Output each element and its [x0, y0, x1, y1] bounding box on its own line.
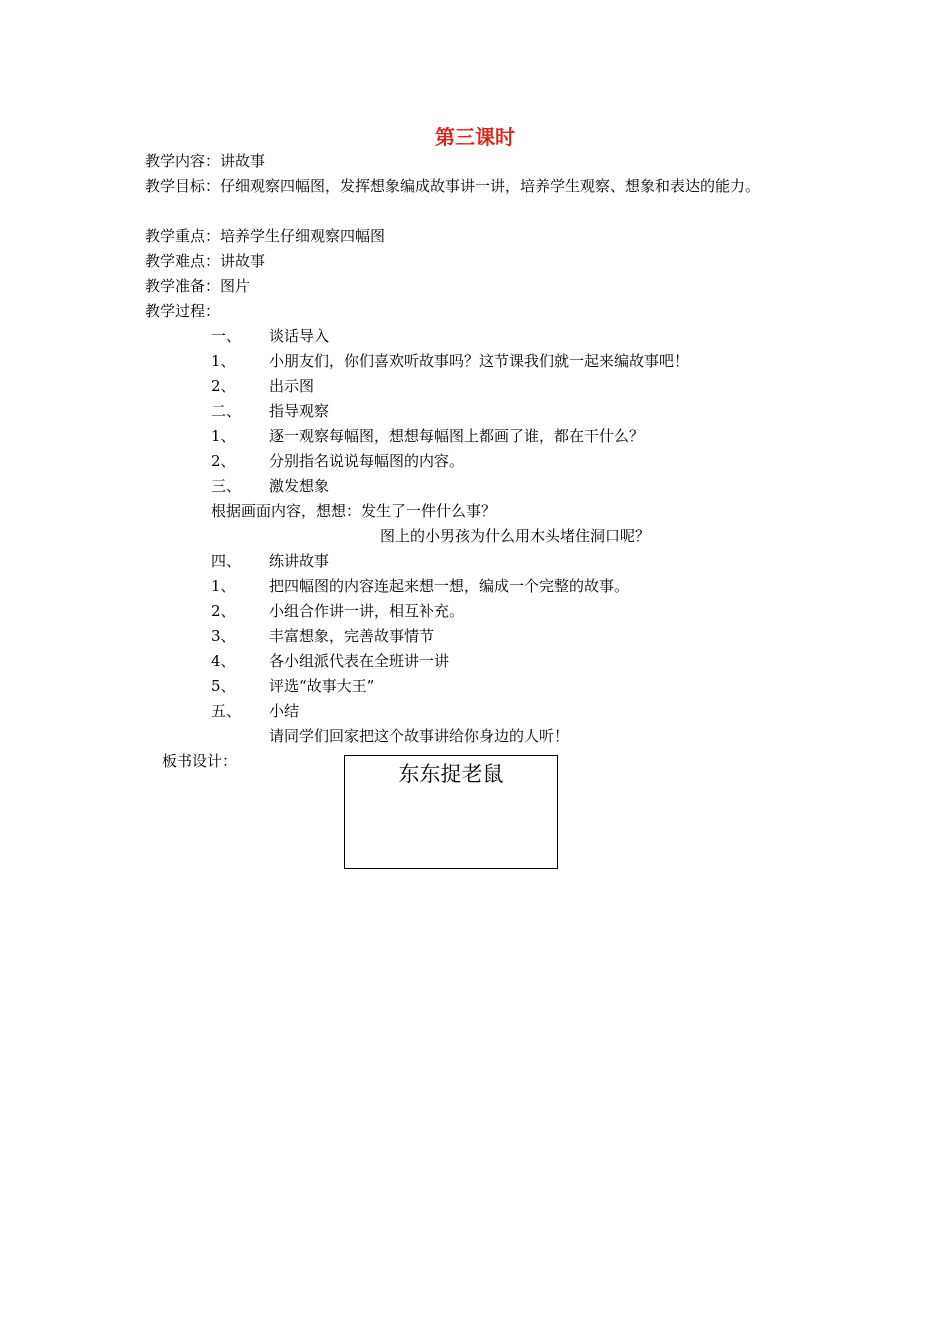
section-text: 谈话导入: [269, 327, 330, 345]
section-number: 一、: [211, 327, 242, 345]
step-number: 4、: [211, 652, 236, 670]
step-number: 1、: [211, 352, 236, 370]
step-text: 把四幅图的内容连起来想一想，编成一个完整的故事。: [269, 577, 630, 595]
section-number: 三、: [211, 477, 242, 495]
step-text: 各小组派代表在全班讲一讲: [269, 652, 450, 670]
section-number: 四、: [211, 552, 242, 570]
teaching-difficulty: 教学难点：讲故事: [145, 252, 266, 270]
section-number: 二、: [211, 402, 242, 420]
board-design-box: [344, 755, 558, 869]
teaching-goal: 教学目标：仔细观察四幅图，发挥想象编成故事讲一讲，培养学生观察、想象和表达的能力。: [145, 177, 761, 195]
board-title: 东东捉老鼠: [398, 762, 504, 786]
section-text: 小结: [269, 702, 300, 720]
section-text: 激发想象: [269, 477, 330, 495]
teaching-preparation: 教学准备：图片: [145, 277, 251, 295]
step-number: 5、: [211, 677, 236, 695]
step-number: 1、: [211, 577, 236, 595]
imagine-question-1: 根据画面内容，想想：发生了一件什么事？: [211, 502, 497, 520]
board-design-label: 板书设计：: [162, 752, 238, 770]
step-number: 2、: [211, 602, 236, 620]
summary-line: 请同学们回家把这个故事讲给你身边的人听！: [269, 727, 570, 745]
step-number: 3、: [211, 627, 236, 645]
step-text: 出示图: [269, 377, 315, 395]
step-text: 小朋友们，你们喜欢听故事吗？这节课我们就一起来编故事吧！: [269, 352, 690, 370]
step-number: 1、: [211, 427, 236, 445]
step-number: 2、: [211, 452, 236, 470]
teaching-key-point: 教学重点：培养学生仔细观察四幅图: [145, 227, 386, 245]
step-text: 小组合作讲一讲，相互补充。: [269, 602, 465, 620]
teaching-process-heading: 教学过程：: [145, 302, 221, 320]
section-text: 练讲故事: [269, 552, 330, 570]
step-number: 2、: [211, 377, 236, 395]
step-text: 逐一观察每幅图，想想每幅图上都画了谁，都在干什么？: [269, 427, 645, 445]
step-text: 分别指名说说每幅图的内容。: [269, 452, 465, 470]
section-text: 指导观察: [269, 402, 330, 420]
teaching-content: 教学内容：讲故事: [145, 152, 266, 170]
page-title: 第三课时: [435, 125, 515, 149]
imagine-question-2: 图上的小男孩为什么用木头堵住洞口呢？: [380, 527, 651, 545]
section-number: 五、: [211, 702, 242, 720]
step-text: 评选“故事大王”: [269, 677, 375, 695]
step-text: 丰富想象，完善故事情节: [269, 627, 435, 645]
